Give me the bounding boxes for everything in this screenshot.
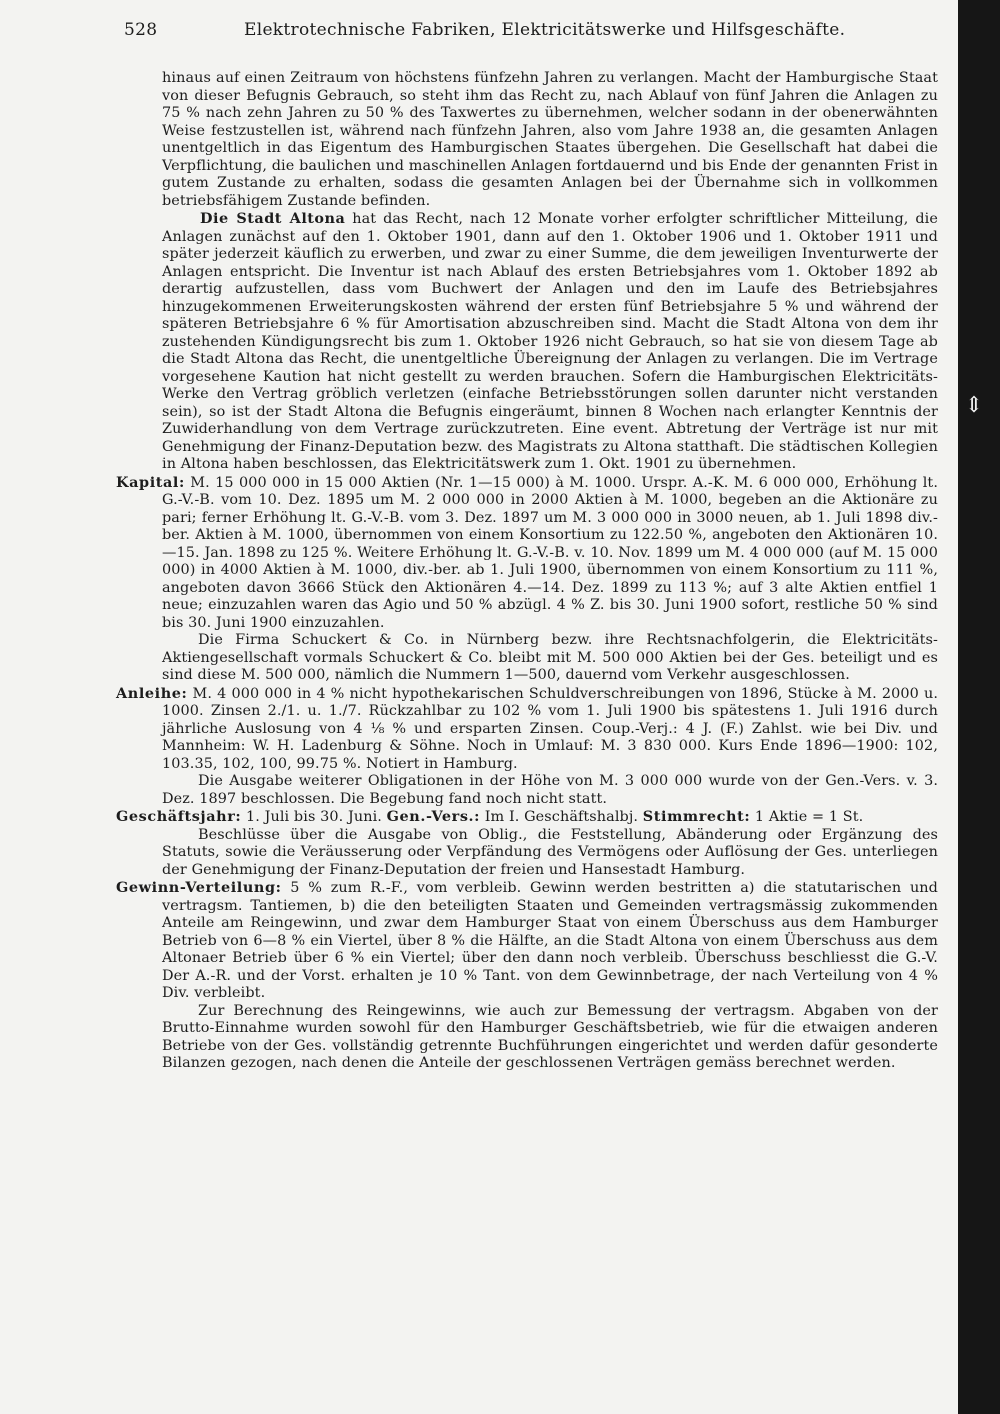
running-title: Elektrotechnische Fabriken, Elektricitätswerke und Hilfsgeschäfte.	[244, 20, 846, 40]
kapital-label: Kapital:	[116, 473, 185, 491]
anleihe-text: M. 4 000 000 in 4 % nicht hypothekarischen Schuldverschreibungen von 1896, Stücke à M. 2000 u. 1000. Zinsen 2./1. u. 1./7. Rückzahlbar zu 102 % vom 1. Juli 1900 bis spätestens 1. Juli 1916 durch jährliche Auslosung von 4 ⅛ % und ersparten Zinsen. Coup.-Verj.: 4 J. (F.) Zahlst. wie bei Div. und Mannheim: W. H. Ladenburg & Söhne. Noch in Umlauf: M. 3 830 000. Kurs Ende 1896—1900: 102, 103.35, 102, 100, 99.75 %. Notiert in Hamburg.	[162, 685, 938, 772]
entry-kapital	[116, 474, 938, 633]
kapital-text: M. 15 000 000 in 15 000 Aktien (Nr. 1—15 000) à M. 1000. Urspr. A.-K. M. 6 000 000, Erhöhung lt. G.-V.-B. vom 10. Dez. 1895 um M. 2 000 000 in 2000 Aktien à M. 1000, begeben an die Aktionäre zu pari; ferner Erhöhung lt. G.-V.-B. vom 3. Dez. 1897 um M. 3 000 000 in 3000 neuen, ab 1. Juli 1898 div.-ber. Aktien à M. 1000, übernommen von einem Konsortium zu 122.50 %, angeboten den Aktionären 10.—15. Jan. 1898 zu 125 %. Weitere Erhöhung lt. G.-V.-B. v. 10. Nov. 1899 um M. 4 000 000 (auf M. 15 000 000) in 4000 Aktien à M. 1000, div.-ber. ab 1. Juli 1900, übernommen von einem Konsortium zu 111 %, angeboten davon 3666 Stück den Aktionären 4.—14. Dez. 1899 zu 113 %; auf 3 alte Aktien entfiel 1 neue; einzuzahlen waren das Agio und 50 % abzügl. 4 % Z. bis 30. Juni 1900 sofort, restliche 50 % sind bis 30. Juni 1900 einzuzahlen.	[162, 474, 938, 631]
geschaeftsjahr-text: 1. Juli bis 30. Juni.	[241, 809, 387, 825]
kapital-note: Die Firma Schuckert & Co. in Nürnberg bezw. ihre Rechtsnachfolgerin, die Elektricitäts-Aktiengesellschaft vormals Schuckert & Co. bleibt mit M. 500 000 Aktien bei der Ges. beteiligt und es sind diese M. 500 000, nämlich die Nummern 1—500, dauernd vom Verkehr ausgeschlossen.	[162, 632, 938, 683]
anleihe-note: Die Ausgabe weiterer Obligationen in der Höhe von M. 3 000 000 wurde von der Gen.-Vers. v. 3. Dez. 1897 beschlossen. Die Begebung fand noch nicht statt.	[162, 773, 938, 807]
altona-text: hat das Recht, nach 12 Monate vorher erfolgter schriftlicher Mitteilung, die Anlagen zunächst auf den 1. Oktober 1901, dann auf den 1. Oktober 1906 und 1. Oktober 1911 und später jederzeit käuflich zu erwerben, und zwar zu einer Summe, die dem jeweiligen Inventurwerte der Anlagen entspricht. Die Inventur ist nach Ablauf des ersten Betriebsjahres vom 1. Oktober 1892 ab derartig aufzustellen, dass vom Buchwert der Anlagen und den im Laufe des Betriebsjahres hinzugekommenen Erweiterungskosten während der ersten fünf Betriebsjahre 5 % und während der späteren Betriebsjahre 6 % für Amortisation abzuschreiben sind. Macht die Stadt Altona von dem ihr zustehenden Kündigungsrecht bis zum 1. Oktober 1926 nicht Gebrauch, so hat sie von diesem Tage ab die Stadt Altona das Recht, die unentgeltliche Übereignung der Anlagen zu verlangen. Die im Vertrage vorgesehene Kaution hat nicht gestellt zu werden brauchen. Sofern die Hamburgischen Elektricitäts-Werke den Vertrag gröblich verletzen (einfache Betriebsstörungen sollen darunter nicht verstanden sein), so ist der Stadt Altona die Befugnis eingeräumt, binnen 8 Wochen nach erlangter Kenntnis der Zuwiderhandlung von dem Vertrage zurückzutreten. Eine event. Abtretung der Verträge ist nur mit Genehmigung der Finanz-Deputation bezw. des Magistrats zu Altona statthaft. Die städtischen Kollegien in Altona haben beschlossen, das Elektricitätswerk zum 1. Okt. 1901 zu übernehmen.	[162, 211, 938, 472]
scan-dark-edge	[958, 0, 1000, 1414]
page-body	[116, 70, 938, 1073]
paragraph-altona-rights	[116, 210, 938, 474]
gewinn-note: Zur Berechnung des Reingewinns, wie auch zur Bemessung der vertragsm. Abgaben von der Brutto-Einnahme wurden sowohl für den Hamburger Geschäftsbetrieb, wie für die etwaigen anderen Betriebe von der Ges. vollständig getrennte Buchführungen eingerichtet und werden dafür gesonderte Bilanzen gezogen, nach denen die Anteile der geschlossenen Verträgen gemäss berechnet werden.	[162, 1002, 938, 1071]
gewinn-text: 5 % zum R.-F., vom verbleib. Gewinn werden bestritten a) die statutarischen und vertragsm. Tantiemen, b) die den beteiligten Staaten und Gemeinden vertragsmässig zukommenden Anteile am Reingewinn, und zwar dem Hamburger Staat von einem Überschuss aus dem Hamburger Betrieb von 6—8 % ein Viertel, über 8 % die Hälfte, an die Stadt Altona von einem Überschuss aus dem Altonaer Betrieb über 6 % ein Viertel; über den dann noch verbleib. Überschuss beschliesst die G.-V. Der A.-R. und der Vorst. erhalten je 10 % Tant. von dem Gewinnbetrage, der nach Verteilung von 4 % Div. verbleibt.	[162, 880, 938, 1001]
gewinn-label: Gewinn-Verteilung:	[116, 879, 282, 896]
gen-vers-label: Gen.-Vers.:	[386, 808, 481, 825]
anleihe-label: Anleihe:	[116, 684, 188, 702]
entry-geschaeftsjahr	[116, 808, 938, 827]
gen-vers-text: Im I. Geschäftshalbj.	[480, 809, 643, 825]
scroll-arrow-icon[interactable]: ⇕	[964, 393, 984, 418]
page-number: 528	[124, 20, 158, 40]
page-header	[124, 20, 864, 46]
geschaeftsjahr-note: Beschlüsse über die Ausgabe von Oblig., die Feststellung, Abänderung oder Ergänzung des Statuts, sowie die Veräusserung oder Verpfändung des Vermögens oder Auflösung der Ges. unterliegen der Genehmigung der Finanz-Deputation der freien und Hansestadt Hamburg.	[162, 826, 938, 878]
entry-anleihe	[116, 685, 938, 774]
stimmrecht-text: 1 Aktie = 1 St.	[750, 809, 864, 825]
geschaeftsjahr-label: Geschäftsjahr:	[116, 808, 242, 825]
altona-lead: Die Stadt Altona	[200, 210, 346, 227]
paragraph-hamburg-rights: hinaus auf einen Zeitraum von höchstens fünfzehn Jahren zu verlangen. Macht der Hamburgische Staat von dieser Befugnis Gebrauch, so steht ihm das Recht zu, nach Ablauf von fünf Jahren die Anlagen zu 75 % nach zehn Jahren zu 50 % des Taxwertes zu übernehmen, welcher sodann in der obenerwähnten Weise festzustellen ist, während nach fünfzehn Jahren, also vom Jahre 1938 an, die gesamten Anlagen unentgeltlich in das Eigentum des Hamburgischen Staates übergehen. Die Gesellschaft hat dabei die Verpflichtung, die baulichen und maschinellen Anlagen fortdauernd und bis Ende der genannten Frist in gutem Zustande zu erhalten, sodass die gesamten Anlagen bei der Übernahme sich in vollkommen betriebsfähigem Zustande befinden.	[162, 70, 938, 209]
entry-gewinn-verteilung	[116, 879, 938, 1003]
stimmrecht-label: Stimmrecht:	[642, 808, 751, 825]
